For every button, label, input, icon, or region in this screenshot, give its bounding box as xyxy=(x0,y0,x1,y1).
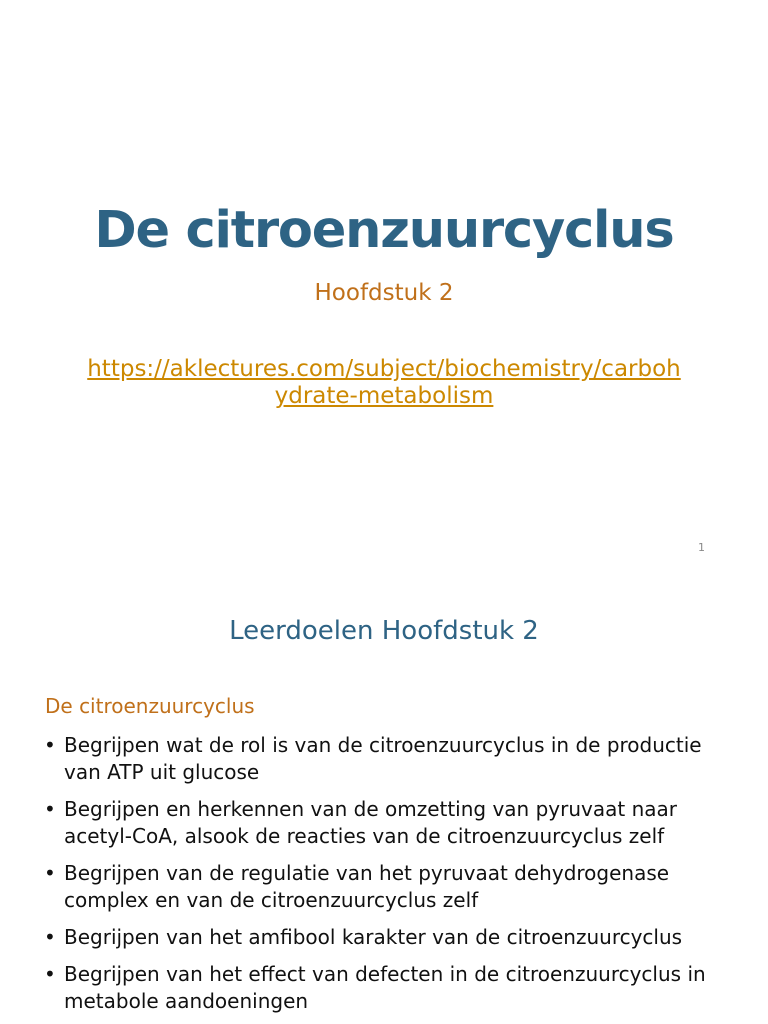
bullet-text: Begrijpen van het effect van defecten in de citroenzuurcyclus in metabole aandoeningen xyxy=(64,962,706,1013)
bullet-icon: • xyxy=(44,797,56,821)
bullet-icon: • xyxy=(44,962,56,986)
learning-goals-list xyxy=(44,732,744,1024)
chapter-subtitle: Hoofdstuk 2 xyxy=(314,280,454,306)
bullet-icon: • xyxy=(44,733,56,757)
learning-goals-slide xyxy=(0,576,768,1024)
bullet-text: Begrijpen en herkennen van de omzetting van pyruvaat naar acetyl-CoA, alsook de reacties van de citroenzuurcyclus zelf xyxy=(64,797,677,848)
section-heading: De citroenzuurcyclus xyxy=(45,694,255,718)
bullet-text: Begrijpen wat de rol is van de citroenzuurcyclus in de productie van ATP uit glucose xyxy=(64,733,702,784)
bullet-text: Begrijpen van het amfibool karakter van de citroenzuurcyclus xyxy=(64,925,683,949)
list-item xyxy=(44,924,744,951)
learning-goals-title: Leerdoelen Hoofdstuk 2 xyxy=(229,616,539,646)
list-item xyxy=(44,860,744,914)
bullet-text: Begrijpen van de regulatie van het pyruvaat dehydrogenase complex en van de citroenzuurcyclus zelf xyxy=(64,861,670,912)
bullet-icon: • xyxy=(44,861,56,885)
list-item xyxy=(44,961,744,1015)
slide-number: 1 xyxy=(698,541,705,554)
presentation-title: De citroenzuurcyclus xyxy=(94,201,674,260)
bullet-icon: • xyxy=(44,925,56,949)
list-item xyxy=(44,796,744,850)
aklectures-link[interactable]: https://aklectures.com/subject/biochemistry/carbohydrate-metabolism xyxy=(87,356,681,409)
list-item xyxy=(44,732,744,786)
